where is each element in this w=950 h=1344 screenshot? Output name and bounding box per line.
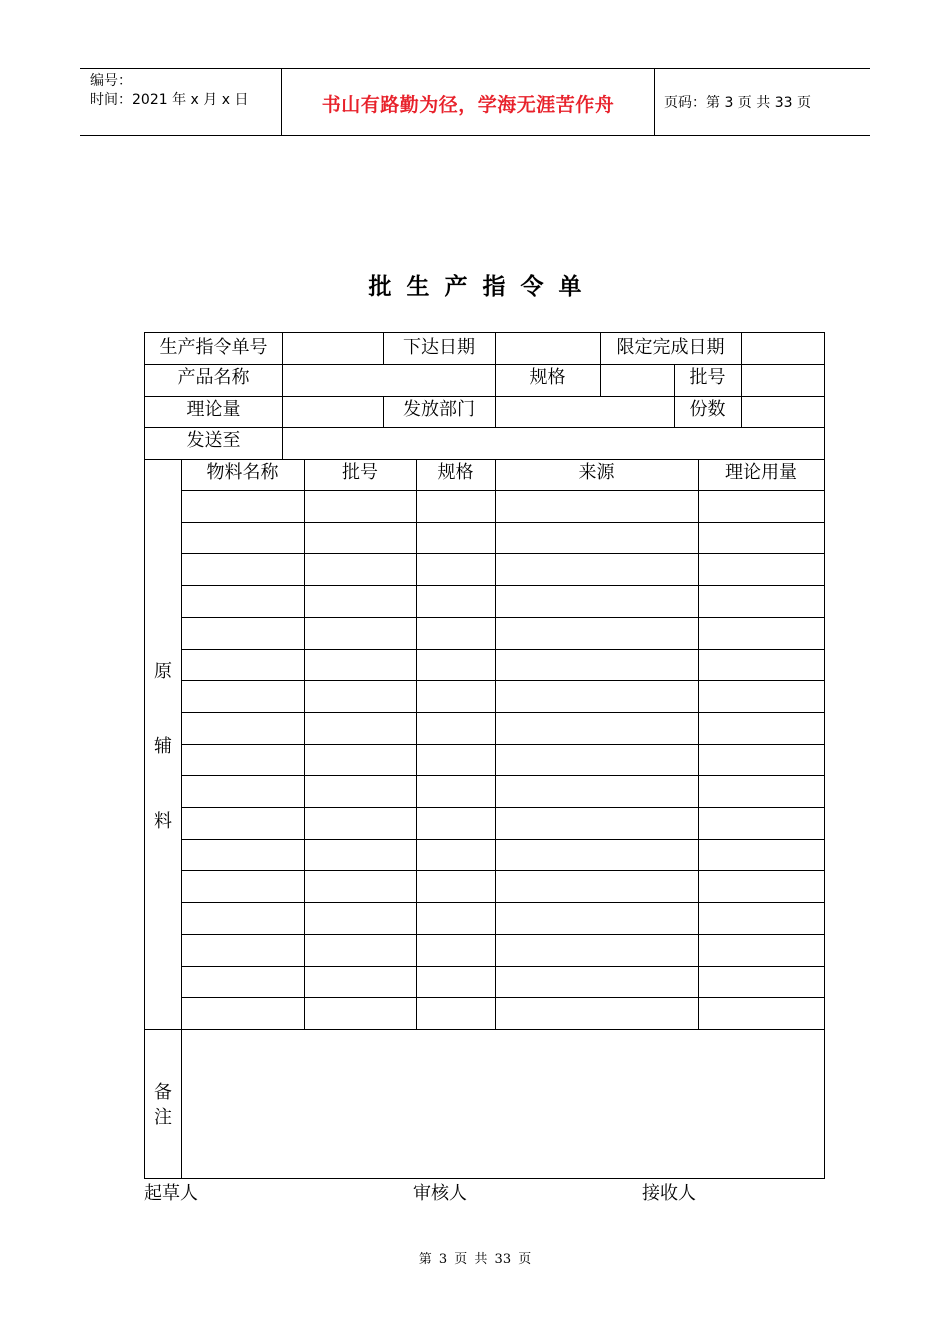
table-row-rule [181,490,825,491]
remarks-label-char-2: 注 [154,1107,172,1128]
header-motto: 书山有路勤为径，学海无涯苦作舟 [321,94,615,116]
label-theoretical-qty: 理论量 [186,399,241,420]
table-top-border [144,332,825,333]
table-col-rule [304,459,305,1030]
table-bottom-border [144,1178,825,1179]
label-batch-no: 批号 [689,367,726,388]
table-row-rule [181,553,825,554]
table-row-rule [181,712,825,713]
label-product-name: 产品名称 [177,367,250,388]
table-h-rule [144,459,825,460]
label-copies: 份数 [689,399,726,420]
table-v-rule [600,364,601,397]
side-label-char-3: 料 [154,811,172,832]
label-send-to: 发送至 [186,430,241,451]
table-row-rule [181,870,825,871]
label-issuing-dept: 发放部门 [403,399,475,420]
table-row-rule [181,617,825,618]
header-time-label: 时间：2021 年 x 月 x 日 [90,92,249,108]
side-label-char-2: 辅 [154,736,172,757]
table-row-rule [181,997,825,998]
page-footer: 第 3 页 共 33 页 [418,1252,532,1267]
label-spec: 规格 [529,367,566,388]
signature-reviewer: 审核人 [413,1183,467,1204]
table-row-rule [181,522,825,523]
col-header-material-name: 物料名称 [206,462,279,483]
table-v-rule [741,332,742,365]
table-v-rule [741,396,742,428]
table-row-rule [181,807,825,808]
col-header-theoretical-usage: 理论用量 [725,462,797,483]
table-h-rule [144,396,825,397]
header-page-label: 页码：第 3 页 共 33 页 [664,95,811,111]
col-header-spec: 规格 [437,462,474,483]
remarks-label-char-1: 备 [154,1082,172,1103]
label-order-no: 生产指令单号 [159,337,268,358]
col-header-batch-no: 批号 [342,462,378,483]
signature-drafter: 起草人 [144,1183,198,1204]
table-row-rule [181,744,825,745]
table-v-rule [495,332,496,365]
table-row-rule [181,649,825,650]
table-row-rule [181,680,825,681]
header-number-label: 编号： [90,73,132,89]
table-row-rule [181,585,825,586]
table-v-rule [495,396,496,428]
table-col-rule [495,459,496,1030]
table-row-rule [181,775,825,776]
signature-receiver: 接收人 [642,1183,696,1204]
table-row-rule [181,902,825,903]
table-h-rule [144,427,825,428]
table-h-rule [144,364,825,365]
table-row-rule [181,934,825,935]
table-col-rule [698,459,699,1030]
col-header-source: 来源 [578,462,615,483]
side-label-char-1: 原 [154,661,172,682]
page-title: 批生产指令单 [368,274,597,300]
label-deadline: 限定完成日期 [616,337,725,358]
table-row-rule [181,839,825,840]
remarks-content-area[interactable] [182,1030,823,1178]
table-v-rule [741,364,742,397]
table-col-rule [416,459,417,1030]
table-row-rule [181,966,825,967]
table-v-rule [282,332,283,460]
label-issue-date: 下达日期 [403,337,475,358]
